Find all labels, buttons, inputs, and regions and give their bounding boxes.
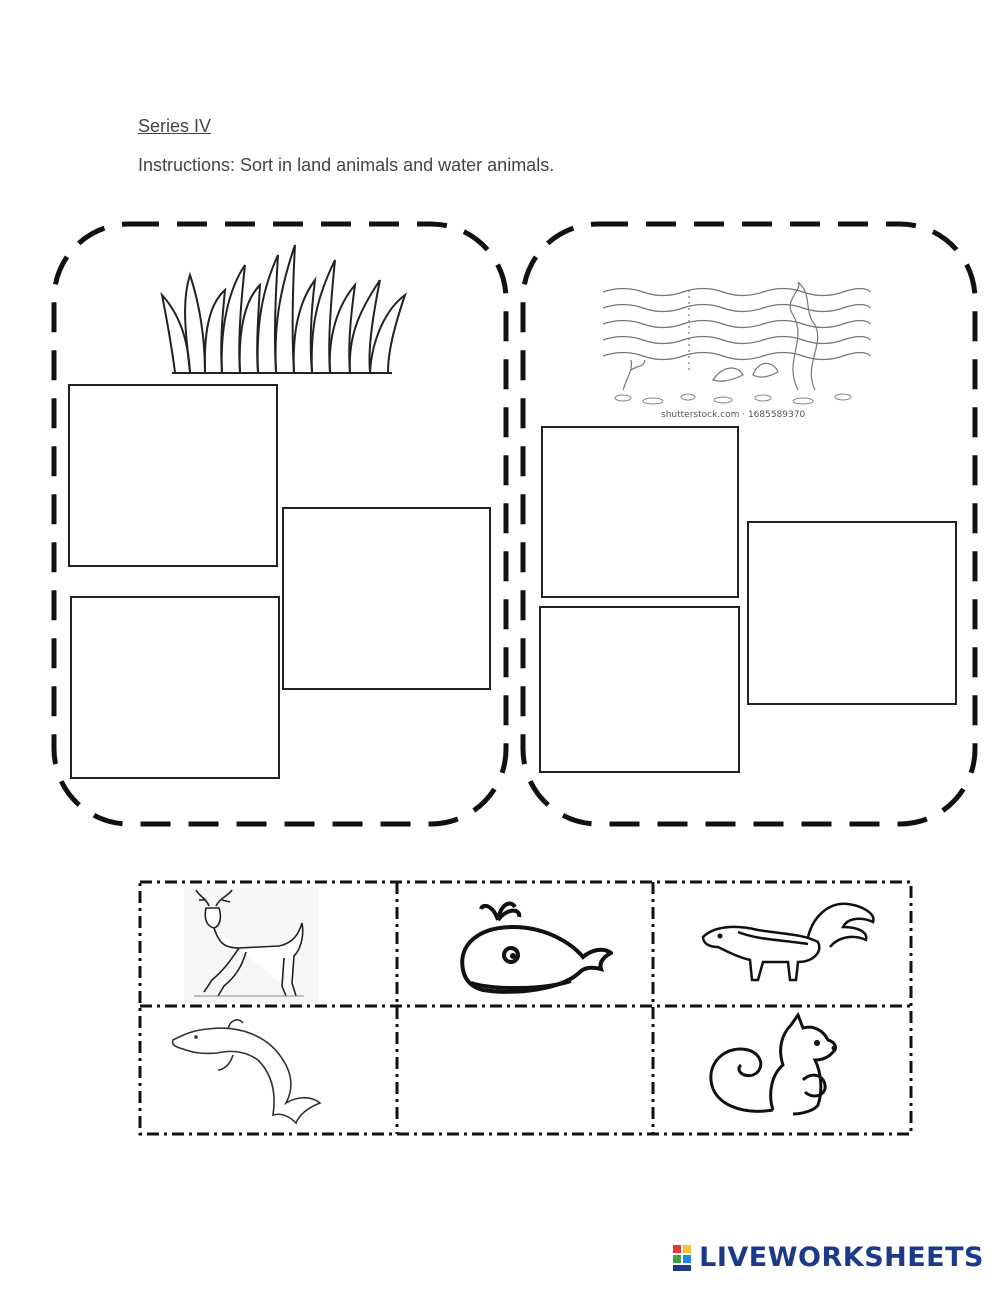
deer-icon: [184, 888, 319, 1003]
animal-card-skunk[interactable]: [698, 892, 883, 992]
land-drop-slot-1[interactable]: [68, 384, 278, 567]
dolphin-icon: [168, 1015, 338, 1130]
brand-name: LIVEWORKSHEETS: [699, 1242, 984, 1273]
skunk-icon: [698, 892, 883, 992]
instructions-text: Instructions: Sort in land animals and water animals.: [138, 155, 555, 175]
animal-card-whale[interactable]: [453, 895, 613, 1000]
water-drop-slot-2[interactable]: [747, 521, 957, 705]
seabed-image: [603, 280, 871, 425]
liveworksheets-logo-icon: [671, 1243, 697, 1273]
animal-card-squirrel[interactable]: [703, 1010, 853, 1130]
animal-card-empty: [400, 1009, 650, 1132]
water-drop-slot-1[interactable]: [541, 426, 739, 598]
whale-icon: [453, 895, 613, 1000]
series-title: Series IV: [138, 116, 212, 136]
land-drop-slot-3[interactable]: [70, 596, 280, 779]
water-drop-slot-3[interactable]: [539, 606, 740, 773]
animal-card-deer[interactable]: [184, 888, 319, 1003]
animal-card-dolphin[interactable]: [168, 1015, 338, 1130]
liveworksheets-logo: [671, 1242, 984, 1273]
squirrel-icon: [703, 1010, 853, 1130]
grass-image: [160, 240, 410, 375]
land-drop-slot-2[interactable]: [282, 507, 491, 690]
animal-cards-grid: [138, 880, 913, 1136]
image-caption: shutterstock.com · 1685589370: [661, 410, 806, 420]
